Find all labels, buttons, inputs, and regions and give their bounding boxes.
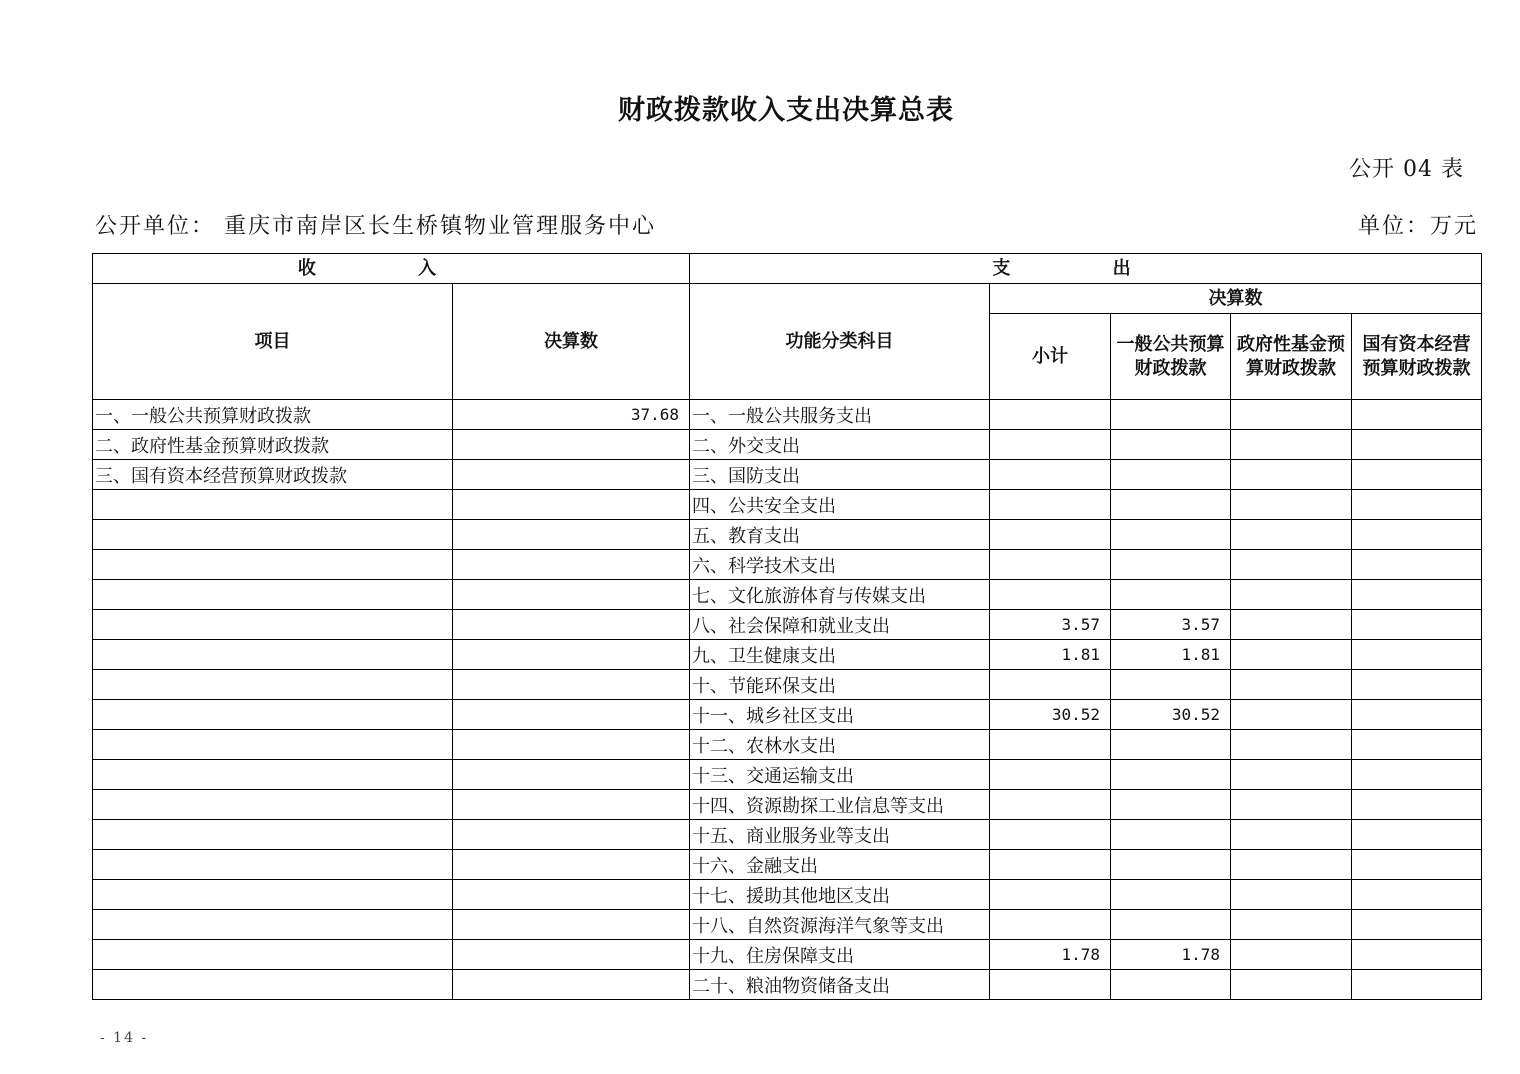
cell-amount [453, 520, 690, 550]
cell-subtotal [990, 760, 1111, 790]
cell-fund [1231, 940, 1352, 970]
currency-unit: 单位：万元 [1357, 214, 1478, 239]
cell-item [93, 730, 453, 760]
cell-func: 十八、自然资源海洋气象等支出 [690, 910, 990, 940]
cell-capital [1352, 580, 1482, 610]
cell-item [93, 910, 453, 940]
cell-fund [1231, 700, 1352, 730]
cell-item [93, 640, 453, 670]
cell-amount [453, 910, 690, 940]
cell-fund [1231, 520, 1352, 550]
reporting-unit-label: 公开单位： [95, 214, 216, 239]
cell-subtotal [990, 970, 1111, 1000]
table-row [93, 940, 1482, 970]
cell-capital [1352, 640, 1482, 670]
cell-item [93, 970, 453, 1000]
cell-func: 四、公共安全支出 [690, 490, 990, 520]
cell-capital [1352, 610, 1482, 640]
cell-capital [1352, 850, 1482, 880]
table-row [93, 430, 1482, 460]
cell-item [93, 610, 453, 640]
cell-amount [453, 820, 690, 850]
cell-item [93, 820, 453, 850]
table-row [93, 460, 1482, 490]
cell-item [93, 940, 453, 970]
cell-capital [1352, 910, 1482, 940]
cell-general [1111, 400, 1231, 430]
cell-fund [1231, 760, 1352, 790]
cell-general [1111, 820, 1231, 850]
cell-general [1111, 730, 1231, 760]
cell-general [1111, 550, 1231, 580]
cell-general [1111, 670, 1231, 700]
cell-subtotal [990, 430, 1111, 460]
general-budget-header: 一般公共预算财政拨款 [1111, 314, 1231, 400]
cell-amount [453, 610, 690, 640]
table-row [93, 820, 1482, 850]
cell-func: 七、文化旅游体育与传媒支出 [690, 580, 990, 610]
cell-amount [453, 460, 690, 490]
cell-capital [1352, 970, 1482, 1000]
cell-fund [1231, 790, 1352, 820]
cell-amount [453, 760, 690, 790]
cell-general [1111, 880, 1231, 910]
cell-capital [1352, 790, 1482, 820]
cell-fund [1231, 880, 1352, 910]
cell-fund [1231, 850, 1352, 880]
cell-amount [453, 940, 690, 970]
cell-fund [1231, 610, 1352, 640]
cell-func: 十九、住房保障支出 [690, 940, 990, 970]
cell-fund [1231, 430, 1352, 460]
document-title: 财政拨款收入支出决算总表 [618, 95, 954, 126]
budget-table [92, 253, 1482, 1000]
cell-subtotal [990, 550, 1111, 580]
cell-amount [453, 880, 690, 910]
cell-subtotal: 3.57 [990, 610, 1111, 640]
table-row [93, 490, 1482, 520]
cell-func: 十一、城乡社区支出 [690, 700, 990, 730]
cell-capital [1352, 940, 1482, 970]
cell-general [1111, 850, 1231, 880]
cell-subtotal [990, 730, 1111, 760]
cell-fund [1231, 460, 1352, 490]
cell-amount [453, 430, 690, 460]
cell-item: 三、国有资本经营预算财政拨款 [93, 460, 453, 490]
cell-subtotal [990, 850, 1111, 880]
cell-func: 十二、农林水支出 [690, 730, 990, 760]
cell-func: 二、外交支出 [690, 430, 990, 460]
table-row [93, 400, 1482, 430]
cell-fund [1231, 820, 1352, 850]
cell-fund [1231, 670, 1352, 700]
cell-subtotal [990, 460, 1111, 490]
cell-general: 1.78 [1111, 940, 1231, 970]
cell-item [93, 880, 453, 910]
subtotal-header: 小计 [990, 314, 1111, 400]
cell-func: 三、国防支出 [690, 460, 990, 490]
cell-capital [1352, 670, 1482, 700]
cell-item [93, 520, 453, 550]
table-row [93, 970, 1482, 1000]
cell-general: 30.52 [1111, 700, 1231, 730]
cell-subtotal [990, 670, 1111, 700]
table-row [93, 730, 1482, 760]
cell-subtotal [990, 490, 1111, 520]
cell-amount [453, 970, 690, 1000]
table-row [93, 760, 1482, 790]
cell-subtotal [990, 790, 1111, 820]
cell-subtotal: 30.52 [990, 700, 1111, 730]
cell-amount [453, 850, 690, 880]
table-row [93, 880, 1482, 910]
table-row [93, 790, 1482, 820]
income-header: 收 入 [93, 254, 690, 284]
cell-amount [453, 730, 690, 760]
reporting-unit [95, 209, 656, 240]
cell-amount [453, 490, 690, 520]
cell-capital [1352, 550, 1482, 580]
cell-general [1111, 760, 1231, 790]
cell-general [1111, 430, 1231, 460]
cell-func: 九、卫生健康支出 [690, 640, 990, 670]
amount-header: 决算数 [453, 284, 690, 400]
cell-general [1111, 970, 1231, 1000]
cell-item: 二、政府性基金预算财政拨款 [93, 430, 453, 460]
table-row [93, 670, 1482, 700]
cell-general: 1.81 [1111, 640, 1231, 670]
cell-func: 二十、粮油物资储备支出 [690, 970, 990, 1000]
table-row [93, 700, 1482, 730]
table-row [93, 610, 1482, 640]
cell-fund [1231, 580, 1352, 610]
form-number: 公开 04 表 [1349, 157, 1464, 182]
cell-general [1111, 520, 1231, 550]
page-number: - 14 - [100, 1030, 149, 1046]
cell-amount [453, 670, 690, 700]
cell-general [1111, 460, 1231, 490]
cell-amount [453, 700, 690, 730]
cell-item [93, 850, 453, 880]
cell-general [1111, 790, 1231, 820]
cell-amount [453, 550, 690, 580]
expense-header: 支 出 [690, 254, 1482, 284]
cell-func: 十、节能环保支出 [690, 670, 990, 700]
cell-capital [1352, 760, 1482, 790]
cell-func: 十六、金融支出 [690, 850, 990, 880]
cell-capital [1352, 820, 1482, 850]
gov-fund-header: 政府性基金预算财政拨款 [1231, 314, 1352, 400]
cell-capital [1352, 520, 1482, 550]
table-row [93, 520, 1482, 550]
cell-subtotal: 1.81 [990, 640, 1111, 670]
cell-item [93, 700, 453, 730]
cell-capital [1352, 490, 1482, 520]
table-row [93, 580, 1482, 610]
cell-fund [1231, 550, 1352, 580]
state-capital-header: 国有资本经营预算财政拨款 [1352, 314, 1482, 400]
final-amount-header: 决算数 [990, 284, 1482, 314]
cell-func: 十四、资源勘探工业信息等支出 [690, 790, 990, 820]
cell-capital [1352, 460, 1482, 490]
cell-func: 八、社会保障和就业支出 [690, 610, 990, 640]
cell-subtotal [990, 580, 1111, 610]
cell-fund [1231, 970, 1352, 1000]
item-header: 项目 [93, 284, 453, 400]
cell-capital [1352, 730, 1482, 760]
cell-capital [1352, 400, 1482, 430]
cell-general [1111, 490, 1231, 520]
cell-func: 十三、交通运输支出 [690, 760, 990, 790]
reporting-unit-name: 重庆市南岸区长生桥镇物业管理服务中心 [224, 214, 657, 239]
cell-item [93, 580, 453, 610]
cell-item [93, 760, 453, 790]
cell-capital [1352, 430, 1482, 460]
table-row [93, 640, 1482, 670]
cell-item [93, 670, 453, 700]
cell-subtotal [990, 400, 1111, 430]
cell-subtotal: 1.78 [990, 940, 1111, 970]
cell-fund [1231, 640, 1352, 670]
cell-amount [453, 640, 690, 670]
cell-item: 一、一般公共预算财政拨款 [93, 400, 453, 430]
cell-subtotal [990, 820, 1111, 850]
cell-amount: 37.68 [453, 400, 690, 430]
cell-subtotal [990, 910, 1111, 940]
cell-func: 十五、商业服务业等支出 [690, 820, 990, 850]
cell-general: 3.57 [1111, 610, 1231, 640]
cell-fund [1231, 490, 1352, 520]
cell-item [93, 490, 453, 520]
cell-capital [1352, 700, 1482, 730]
cell-item [93, 550, 453, 580]
cell-capital [1352, 880, 1482, 910]
cell-fund [1231, 910, 1352, 940]
cell-func: 六、科学技术支出 [690, 550, 990, 580]
cell-general [1111, 910, 1231, 940]
func-class-header: 功能分类科目 [690, 284, 990, 400]
table-row [93, 550, 1482, 580]
cell-func: 一、一般公共服务支出 [690, 400, 990, 430]
cell-fund [1231, 730, 1352, 760]
cell-func: 十七、援助其他地区支出 [690, 880, 990, 910]
cell-subtotal [990, 520, 1111, 550]
table-row [93, 910, 1482, 940]
cell-subtotal [990, 880, 1111, 910]
cell-amount [453, 580, 690, 610]
cell-item [93, 790, 453, 820]
cell-fund [1231, 400, 1352, 430]
table-row [93, 850, 1482, 880]
cell-func: 五、教育支出 [690, 520, 990, 550]
cell-general [1111, 580, 1231, 610]
cell-amount [453, 790, 690, 820]
